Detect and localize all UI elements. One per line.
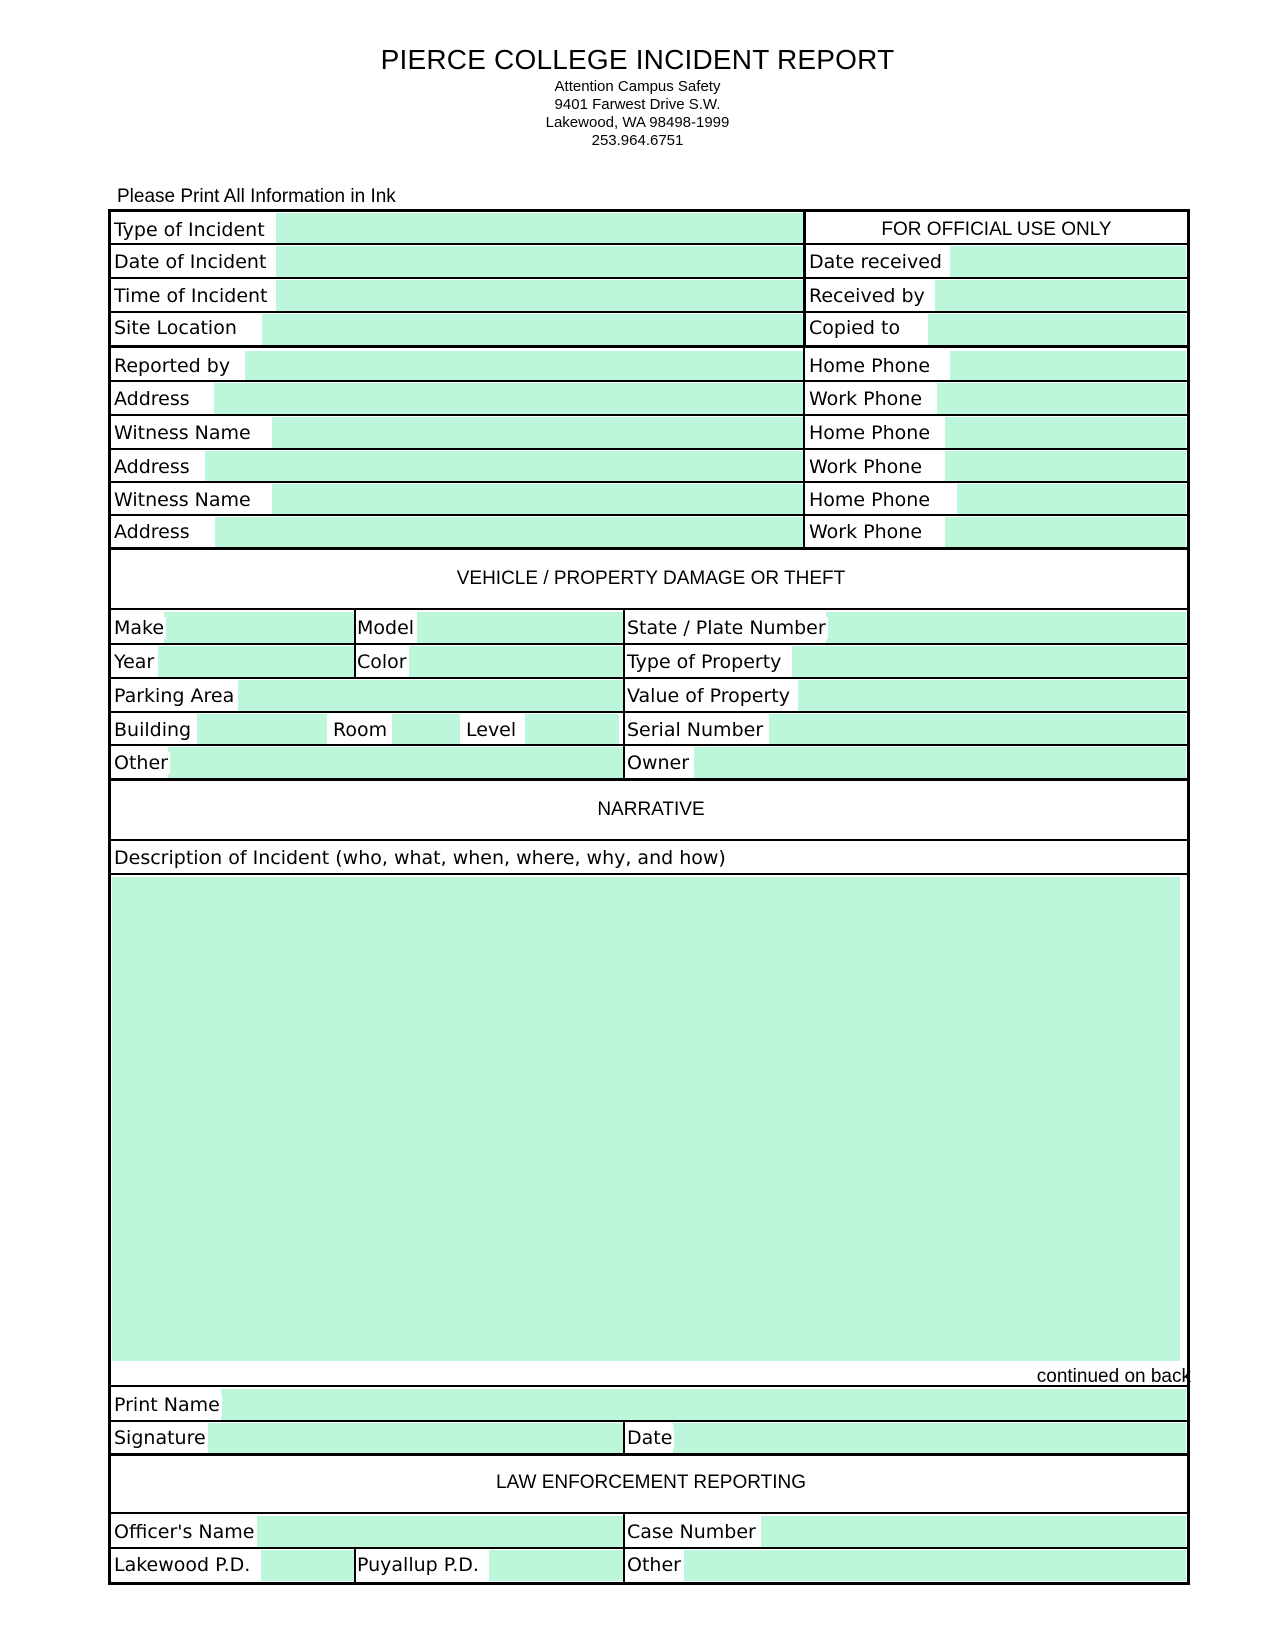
puyallup-pd-field[interactable] [489,1550,623,1581]
level-field[interactable] [525,714,619,744]
reporter-home-phone-label: Home Phone [809,355,931,377]
serial-number-field[interactable] [769,714,1186,744]
date-received-field[interactable] [950,246,1186,277]
reporter-address-field[interactable] [214,383,803,414]
rule [108,514,1190,516]
make-label: Make [114,617,165,639]
print-instruction: Please Print All Information in Ink [117,186,396,207]
room-field[interactable] [392,714,460,744]
lakewood-pd-label: Lakewood P.D. [114,1554,251,1576]
parking-area-field[interactable] [238,680,623,711]
reported-by-label: Reported by [114,355,231,377]
case-number-field[interactable] [761,1516,1186,1547]
address-line-2: 9401 Farwest Drive S.W. [554,96,721,113]
official-use-header: FOR OFFICIAL USE ONLY [881,219,1112,240]
site-location-label: Site Location [114,317,237,339]
address-line-1: Attention Campus Safety [554,78,721,95]
rule [108,677,1190,679]
address-line-4: 253.964.6751 [591,132,684,149]
witness1-home-phone-label: Home Phone [809,422,931,444]
rule [108,481,1190,483]
building-field[interactable] [197,714,327,744]
puyallup-pd-label: Puyallup P.D. [357,1554,479,1576]
model-field[interactable] [417,612,623,643]
rule [108,1420,1190,1422]
witness2-work-phone-field[interactable] [945,517,1186,547]
narrative-section-title: NARRATIVE [597,799,705,820]
type-of-incident-field[interactable] [276,213,803,243]
witness2-name-field[interactable] [272,484,803,514]
copied-to-field[interactable] [928,314,1186,345]
reporter-home-phone-field[interactable] [950,351,1186,380]
border-bottom [108,1582,1190,1585]
rule [108,711,1190,713]
rule [108,873,1190,875]
case-number-label: Case Number [627,1521,756,1543]
continued-on-back: continued on back [1036,1366,1191,1387]
state-plate-field[interactable] [826,612,1186,643]
rule [108,744,1190,746]
vehicle-other-field[interactable] [168,747,623,778]
date-received-label: Date received [809,251,942,273]
time-of-incident-label: Time of Incident [114,285,268,307]
witness1-address-field[interactable] [205,451,803,481]
reported-by-field[interactable] [245,351,803,380]
lakewood-pd-field[interactable] [261,1550,354,1581]
rule [108,778,1190,781]
description-label: Description of Incident (who, what, when, where, why, and how) [114,847,726,869]
owner-label: Owner [627,752,690,774]
color-label: Color [357,651,407,673]
rule [108,243,1190,245]
received-by-field[interactable] [935,280,1186,311]
rule [108,643,1190,645]
signature-date-label: Date [627,1427,673,1449]
form-title: PIERCE COLLEGE INCIDENT REPORT [380,44,895,75]
witness2-name-label: Witness Name [114,489,251,511]
witness2-home-phone-field[interactable] [957,484,1186,514]
witness1-name-label: Witness Name [114,422,251,444]
rule [623,608,625,779]
witness2-address-label: Address [114,521,190,543]
type-of-property-label: Type of Property [627,651,782,673]
signature-field[interactable] [208,1423,623,1453]
rule [354,608,356,677]
witness1-name-field[interactable] [272,417,803,448]
color-field[interactable] [409,646,623,677]
witness2-work-phone-label: Work Phone [809,521,923,543]
reporter-address-label: Address [114,388,190,410]
vehicle-other-label: Other [114,752,168,774]
witness1-work-phone-field[interactable] [945,451,1186,481]
type-of-incident-label: Type of Incident [114,219,265,241]
value-of-property-label: Value of Property [627,685,790,707]
witness1-address-label: Address [114,456,190,478]
officer-name-label: Officer's Name [114,1521,255,1543]
site-location-field[interactable] [262,314,803,345]
rule [108,1385,1190,1387]
copied-to-label: Copied to [809,317,901,339]
law-other-field[interactable] [684,1550,1186,1581]
signature-label: Signature [114,1427,206,1449]
received-by-label: Received by [809,285,925,307]
rule [108,1547,1190,1549]
witness2-home-phone-label: Home Phone [809,489,931,511]
border-top [108,209,1190,212]
rule [354,1547,356,1583]
witness1-home-phone-field[interactable] [945,417,1186,448]
owner-field[interactable] [694,747,1186,778]
law-section-title: LAW ENFORCEMENT REPORTING [495,1472,806,1493]
value-of-property-field[interactable] [798,680,1186,711]
serial-number-label: Serial Number [627,719,764,741]
rule [108,345,1190,348]
date-of-incident-field[interactable] [276,246,803,277]
reporter-work-phone-field[interactable] [937,383,1186,414]
rule [108,839,1190,841]
date-of-incident-label: Date of Incident [114,251,267,273]
model-label: Model [357,617,415,639]
rule [108,1512,1190,1514]
witness2-address-field[interactable] [215,517,803,547]
print-name-label: Print Name [114,1394,220,1416]
rule [108,547,1190,550]
rule [623,1420,625,1454]
rule [108,311,1190,313]
rule [108,380,1190,382]
signature-date-field[interactable] [673,1423,1186,1453]
rule [623,1512,625,1583]
parking-area-label: Parking Area [114,685,235,707]
rule [803,348,805,548]
officer-name-field[interactable] [257,1516,623,1547]
make-field[interactable] [164,612,354,643]
description-field[interactable] [112,877,1180,1361]
law-other-label: Other [627,1554,681,1576]
year-label: Year [114,651,155,673]
level-label: Level [466,719,517,741]
print-name-field[interactable] [221,1389,1186,1420]
rule [108,448,1190,450]
type-of-property-field[interactable] [792,646,1186,677]
time-of-incident-field[interactable] [276,280,803,311]
rule [108,277,1190,279]
state-plate-label: State / Plate Number [627,617,826,639]
address-line-3: Lakewood, WA 98498-1999 [545,114,730,131]
rule [108,1453,1190,1456]
witness1-work-phone-label: Work Phone [809,456,923,478]
rule [108,608,1190,610]
rule [108,414,1190,416]
vehicle-section-title: VEHICLE / PROPERTY DAMAGE OR THEFT [456,568,846,589]
room-label: Room [333,719,388,741]
building-label: Building [114,719,192,741]
reporter-work-phone-label: Work Phone [809,388,923,410]
year-field[interactable] [158,646,354,677]
